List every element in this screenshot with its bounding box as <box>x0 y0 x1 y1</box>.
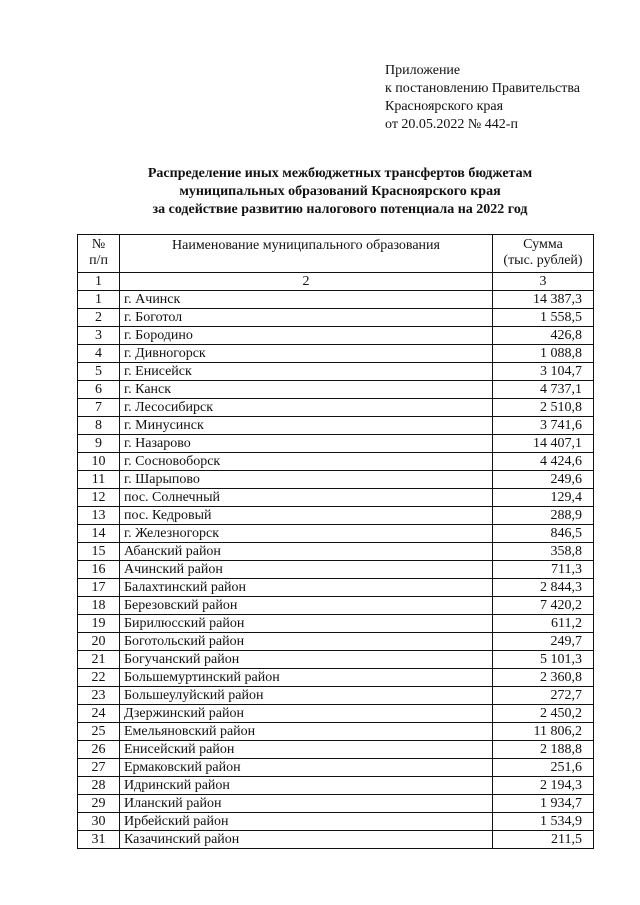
table-row <box>78 399 594 417</box>
row-sum: 711,3 <box>493 561 594 579</box>
table-row <box>78 489 594 507</box>
row-sum: 14 407,1 <box>493 435 594 453</box>
table-row <box>78 417 594 435</box>
row-number: 21 <box>78 651 120 669</box>
row-name: г. Канск <box>120 381 493 399</box>
row-number: 1 <box>78 291 120 309</box>
row-name: пос. Солнечный <box>120 489 493 507</box>
document-title <box>60 165 620 219</box>
table-row <box>78 453 594 471</box>
table-header-row <box>78 235 594 273</box>
row-sum: 1 934,7 <box>493 795 594 813</box>
row-name: г. Дивногорск <box>120 345 493 363</box>
row-name: Емельяновский район <box>120 723 493 741</box>
table-row <box>78 543 594 561</box>
row-name: пос. Кедровый <box>120 507 493 525</box>
row-number: 5 <box>78 363 120 381</box>
table-row <box>78 633 594 651</box>
header-sum <box>493 235 594 273</box>
row-name: Ачинский район <box>120 561 493 579</box>
row-name: Боготольский район <box>120 633 493 651</box>
table-row <box>78 759 594 777</box>
row-sum: 846,5 <box>493 525 594 543</box>
row-name: г. Бородино <box>120 327 493 345</box>
table-row <box>78 309 594 327</box>
row-sum: 3 104,7 <box>493 363 594 381</box>
row-number: 31 <box>78 831 120 849</box>
row-number: 7 <box>78 399 120 417</box>
appendix-block <box>385 62 580 134</box>
row-number: 9 <box>78 435 120 453</box>
row-name: Иланский район <box>120 795 493 813</box>
table-row <box>78 363 594 381</box>
table-row <box>78 615 594 633</box>
row-name: г. Лесосибирск <box>120 399 493 417</box>
table-row <box>78 381 594 399</box>
row-name: Березовский район <box>120 597 493 615</box>
row-number: 16 <box>78 561 120 579</box>
table-row <box>78 795 594 813</box>
row-sum: 2 510,8 <box>493 399 594 417</box>
row-sum: 2 450,2 <box>493 705 594 723</box>
row-name: Балахтинский район <box>120 579 493 597</box>
row-sum: 611,2 <box>493 615 594 633</box>
row-name: Идринский район <box>120 777 493 795</box>
title-line: Распределение иных межбюджетных трансфертов бюджетам <box>147 166 533 181</box>
distribution-table <box>77 234 594 849</box>
row-number: 17 <box>78 579 120 597</box>
table-row <box>78 561 594 579</box>
row-sum: 14 387,3 <box>493 291 594 309</box>
row-name: Дзержинский район <box>120 705 493 723</box>
row-number: 19 <box>78 615 120 633</box>
row-sum: 358,8 <box>493 543 594 561</box>
row-name: г. Ачинск <box>120 291 493 309</box>
table-row <box>78 705 594 723</box>
table-row <box>78 669 594 687</box>
row-sum: 249,7 <box>493 633 594 651</box>
column-index-row <box>78 273 594 291</box>
table-row <box>78 327 594 345</box>
title-line: за содействие развитию налогового потенциала на 2022 год <box>152 202 528 217</box>
row-number: 24 <box>78 705 120 723</box>
row-name: г. Боготол <box>120 309 493 327</box>
table-row <box>78 471 594 489</box>
row-name: Абанский район <box>120 543 493 561</box>
row-sum: 251,6 <box>493 759 594 777</box>
table-row <box>78 723 594 741</box>
row-number: 23 <box>78 687 120 705</box>
table-row <box>78 507 594 525</box>
row-sum: 2 194,3 <box>493 777 594 795</box>
row-number: 11 <box>78 471 120 489</box>
row-name: Ирбейский район <box>120 813 493 831</box>
row-sum: 288,9 <box>493 507 594 525</box>
table-row <box>78 435 594 453</box>
row-name: г. Сосновоборск <box>120 453 493 471</box>
row-sum: 2 844,3 <box>493 579 594 597</box>
row-name: Богучанский район <box>120 651 493 669</box>
row-sum: 1 088,8 <box>493 345 594 363</box>
row-name: г. Назарово <box>120 435 493 453</box>
table-row <box>78 345 594 363</box>
row-number: 15 <box>78 543 120 561</box>
row-sum: 3 741,6 <box>493 417 594 435</box>
row-number: 12 <box>78 489 120 507</box>
row-number: 2 <box>78 309 120 327</box>
table-row <box>78 651 594 669</box>
row-number: 10 <box>78 453 120 471</box>
row-name: Ермаковский район <box>120 759 493 777</box>
row-number: 20 <box>78 633 120 651</box>
column-index: 1 <box>78 273 120 291</box>
row-number: 8 <box>78 417 120 435</box>
row-number: 22 <box>78 669 120 687</box>
row-sum: 129,4 <box>493 489 594 507</box>
row-sum: 4 737,1 <box>493 381 594 399</box>
appendix-line: Приложение <box>385 63 461 78</box>
row-number: 3 <box>78 327 120 345</box>
row-sum: 272,7 <box>493 687 594 705</box>
row-number: 4 <box>78 345 120 363</box>
table-row <box>78 777 594 795</box>
row-number: 30 <box>78 813 120 831</box>
row-name: Бирилюсский район <box>120 615 493 633</box>
row-name: г. Енисейск <box>120 363 493 381</box>
column-index: 2 <box>120 273 493 291</box>
row-name: Енисейский район <box>120 741 493 759</box>
header-sum-line: (тыс. рублей) <box>503 253 583 268</box>
row-number: 25 <box>78 723 120 741</box>
row-number: 18 <box>78 597 120 615</box>
appendix-line: Красноярского края <box>385 99 504 114</box>
row-number: 27 <box>78 759 120 777</box>
table-row <box>78 291 594 309</box>
row-number: 13 <box>78 507 120 525</box>
row-sum: 11 806,2 <box>493 723 594 741</box>
row-sum: 1 558,5 <box>493 309 594 327</box>
header-name: Наименование муниципального образования <box>120 235 493 273</box>
table-row <box>78 813 594 831</box>
table-row <box>78 687 594 705</box>
header-number-line: № <box>91 237 106 252</box>
row-sum: 249,6 <box>493 471 594 489</box>
row-name: Большеулуйский район <box>120 687 493 705</box>
row-sum: 4 424,6 <box>493 453 594 471</box>
row-name: Большемуртинский район <box>120 669 493 687</box>
row-sum: 1 534,9 <box>493 813 594 831</box>
appendix-line: от 20.05.2022 № 442-п <box>385 117 518 132</box>
row-number: 14 <box>78 525 120 543</box>
row-number: 26 <box>78 741 120 759</box>
appendix-line: к постановлению Правительства <box>385 81 581 96</box>
row-number: 6 <box>78 381 120 399</box>
row-name: Казачинский район <box>120 831 493 849</box>
row-sum: 7 420,2 <box>493 597 594 615</box>
table-row <box>78 597 594 615</box>
table-row <box>78 741 594 759</box>
row-name: г. Железногорск <box>120 525 493 543</box>
table-row <box>78 579 594 597</box>
header-number-line: п/п <box>89 253 108 268</box>
row-sum: 2 360,8 <box>493 669 594 687</box>
row-number: 28 <box>78 777 120 795</box>
title-line: муниципальных образований Красноярского края <box>179 184 501 199</box>
row-name: г. Минусинск <box>120 417 493 435</box>
row-sum: 426,8 <box>493 327 594 345</box>
row-number: 29 <box>78 795 120 813</box>
row-name: г. Шарыпово <box>120 471 493 489</box>
table-row <box>78 525 594 543</box>
row-sum: 2 188,8 <box>493 741 594 759</box>
header-number <box>78 235 120 273</box>
header-sum-line: Сумма <box>523 237 563 252</box>
column-index: 3 <box>493 273 594 291</box>
row-sum: 5 101,3 <box>493 651 594 669</box>
row-sum: 211,5 <box>493 831 594 849</box>
table-row <box>78 831 594 849</box>
